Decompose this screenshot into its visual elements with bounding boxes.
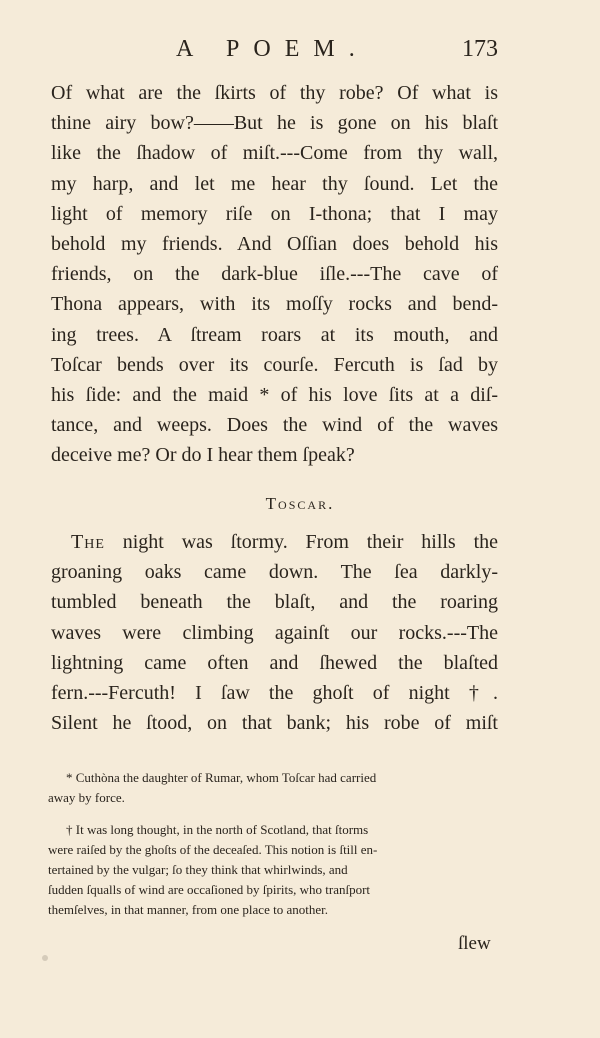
speech-first-line-rest: night was ſtormy. From their hills the bbox=[104, 531, 498, 553]
footnote-storms bbox=[48, 820, 498, 920]
footnote-line: ſudden ſqualls of wind are occaſioned by ſpirits, who tranſport bbox=[48, 882, 371, 897]
speech-line: fern.---Fercuth! I ſaw the ghoſt of night †. bbox=[51, 681, 498, 704]
body-line: Of what are the ſkirts of thy robe? Of what is bbox=[51, 82, 498, 104]
paper-mark bbox=[42, 955, 48, 961]
speech-line: groaning oaks came down. The ſea darkly- bbox=[51, 561, 498, 584]
footnote-line: tertained by the vulgar; ſo they think that whirlwinds, and bbox=[48, 862, 348, 877]
footnote-line: were raiſed by the ghoſts of the deceaſed. This notion is ſtill en- bbox=[48, 842, 378, 857]
body-line: like the ſhadow of miſt.---Come from thy wall, bbox=[51, 142, 498, 165]
page-header bbox=[0, 36, 600, 68]
body-line: deceive me? Or do I hear them ſpeak? bbox=[51, 444, 355, 467]
speech-line: waves were climbing againſt our rocks.---The bbox=[51, 621, 498, 644]
footnote-line: themſelves, in that manner, from one place to another. bbox=[48, 902, 328, 917]
body-line: light of memory riſe on I-thona; that I may bbox=[51, 202, 498, 225]
body-line: tance, and weeps. Does the wind of the waves bbox=[51, 414, 498, 437]
catchword: ſlew bbox=[458, 933, 491, 954]
body-line: Toſcar bends over its courſe. Fercuth is ſad by bbox=[51, 353, 498, 376]
footnote-line: † It was long thought, in the north of Scotland, that ſtorms bbox=[66, 822, 369, 837]
speech-line: lightning came often and ſhewed the blaſted bbox=[51, 651, 498, 674]
footnotes bbox=[48, 768, 498, 932]
body-line: thine airy bow?——But he is gone on his blaſt bbox=[51, 112, 498, 135]
body-line: ing trees. A ſtream roars at its mouth, and bbox=[51, 323, 498, 346]
body-line: behold my friends. And Oſſian does behold his bbox=[51, 232, 498, 255]
speech-line: Silent he ſtood, on that bank; his robe of miſt bbox=[51, 712, 498, 735]
footnote-line: * Cuthòna the daughter of Rumar, whom Toſcar had carried bbox=[66, 770, 377, 785]
body-line: my harp, and let me hear thy ſound. Let the bbox=[51, 172, 498, 195]
footnote-cuthona bbox=[48, 768, 498, 808]
footnote-line: away by force. bbox=[48, 790, 125, 805]
speaker-heading: Toscar. bbox=[265, 494, 335, 513]
body-line: friends, on the dark-blue iſle.---The cave of bbox=[51, 263, 498, 286]
body-line: Thona appears, with its moſſy rocks and bend- bbox=[51, 293, 498, 316]
running-title: A POEM. bbox=[176, 36, 369, 62]
speech-first-line bbox=[71, 527, 498, 557]
body-line: his ſide: and the maid * of his love ſits at a diſ- bbox=[51, 383, 498, 406]
drop-word: The bbox=[71, 531, 105, 553]
page-number: 173 bbox=[462, 36, 498, 62]
speech-line: tumbled beneath the blaſt, and the roaring bbox=[51, 591, 498, 614]
poem-text-block bbox=[51, 78, 498, 470]
toscar-speech-block bbox=[51, 527, 498, 738]
